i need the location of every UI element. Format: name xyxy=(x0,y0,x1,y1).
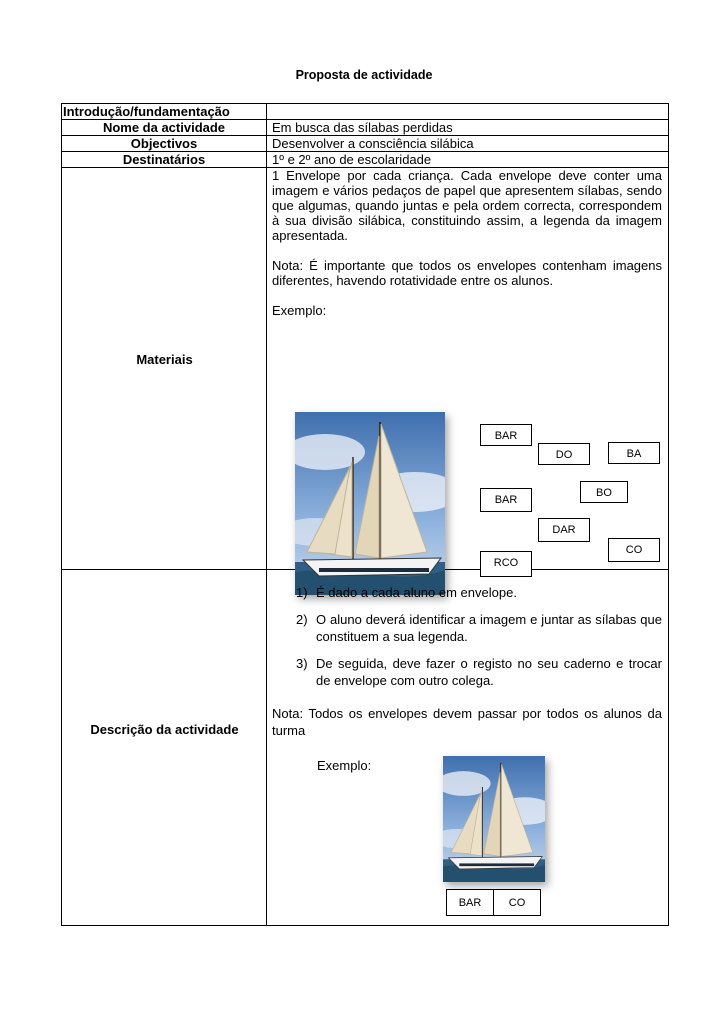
table-row xyxy=(62,136,669,152)
materiais-content xyxy=(267,168,669,570)
steps-list xyxy=(272,584,662,689)
sailboat-illustration xyxy=(443,756,545,882)
materiais-exemplo: Exemplo: xyxy=(272,303,327,318)
syllable-card: RCO xyxy=(480,551,532,577)
step-number: 1) xyxy=(296,585,308,600)
objectivos-value: Desenvolver a consciência silábica xyxy=(267,136,669,152)
syllable-card: DO xyxy=(538,443,590,465)
descricao-label-cell xyxy=(62,570,267,926)
list-item xyxy=(272,584,662,601)
syllable-card: BAR xyxy=(480,488,532,512)
table-row xyxy=(62,120,669,136)
syllable-card: BAR xyxy=(446,889,494,916)
list-item xyxy=(272,655,662,689)
table-row xyxy=(62,570,669,926)
materiais-nota: Nota: É importante que todos os envelopes contenham imagens diferentes, havendo rotatividade entre os alunos. xyxy=(272,258,662,288)
introducao-label: Introdução/fundamentação xyxy=(62,104,267,120)
nome-label: Nome da actividade xyxy=(62,120,267,136)
syllable-card: BAR xyxy=(480,424,532,446)
activity-table xyxy=(61,103,669,926)
syllable-card: CO xyxy=(493,889,541,916)
sailboat-image xyxy=(295,412,445,595)
step-text: É dado a cada aluno em envelope. xyxy=(316,585,517,600)
table-row xyxy=(62,104,669,120)
descricao-nota: Nota: Todos os envelopes devem passar por todos os alunos da turma xyxy=(272,706,662,738)
materiais-label-cell xyxy=(62,168,267,570)
list-item xyxy=(272,611,662,645)
sailboat-image-small xyxy=(443,756,545,882)
step-text: De seguida, deve fazer o registo no seu caderno e trocar de envelope com outro colega. xyxy=(316,656,662,688)
table-row xyxy=(62,152,669,168)
page-title: Proposta de actividade xyxy=(295,68,433,82)
step-number: 2) xyxy=(296,612,308,627)
objectivos-label: Objectivos xyxy=(62,136,267,152)
nome-value: Em busca das sílabas perdidas xyxy=(267,120,669,136)
syllable-card: BO xyxy=(580,481,628,503)
table-row xyxy=(62,168,669,570)
syllable-card: DAR xyxy=(538,518,590,542)
syllable-card: CO xyxy=(608,538,660,562)
sailboat-illustration xyxy=(295,412,445,595)
destinatarios-value: 1º e 2º ano de escolaridade xyxy=(267,152,669,168)
introducao-value xyxy=(267,104,669,120)
descricao-label: Descrição da actividade xyxy=(90,722,239,737)
syllable-card: BA xyxy=(608,442,660,464)
step-number: 3) xyxy=(296,656,308,671)
destinatarios-label: Destinatários xyxy=(62,152,267,168)
descricao-exemplo: Exemplo: xyxy=(317,758,372,773)
descricao-content xyxy=(267,570,669,926)
materiais-paragraph: 1 Envelope por cada criança. Cada envelope deve conter uma imagem e vários pedaços de papel que apresentem sílabas, sendo que algumas, quando juntas e pela ordem correcta, correspondem à sua divisão silábica, constituindo assim, a legenda da imagem apresentada. xyxy=(272,168,662,243)
step-text: O aluno deverá identificar a imagem e juntar as sílabas que constituem a sua legenda. xyxy=(316,612,662,644)
materiais-label: Materiais xyxy=(136,352,193,367)
